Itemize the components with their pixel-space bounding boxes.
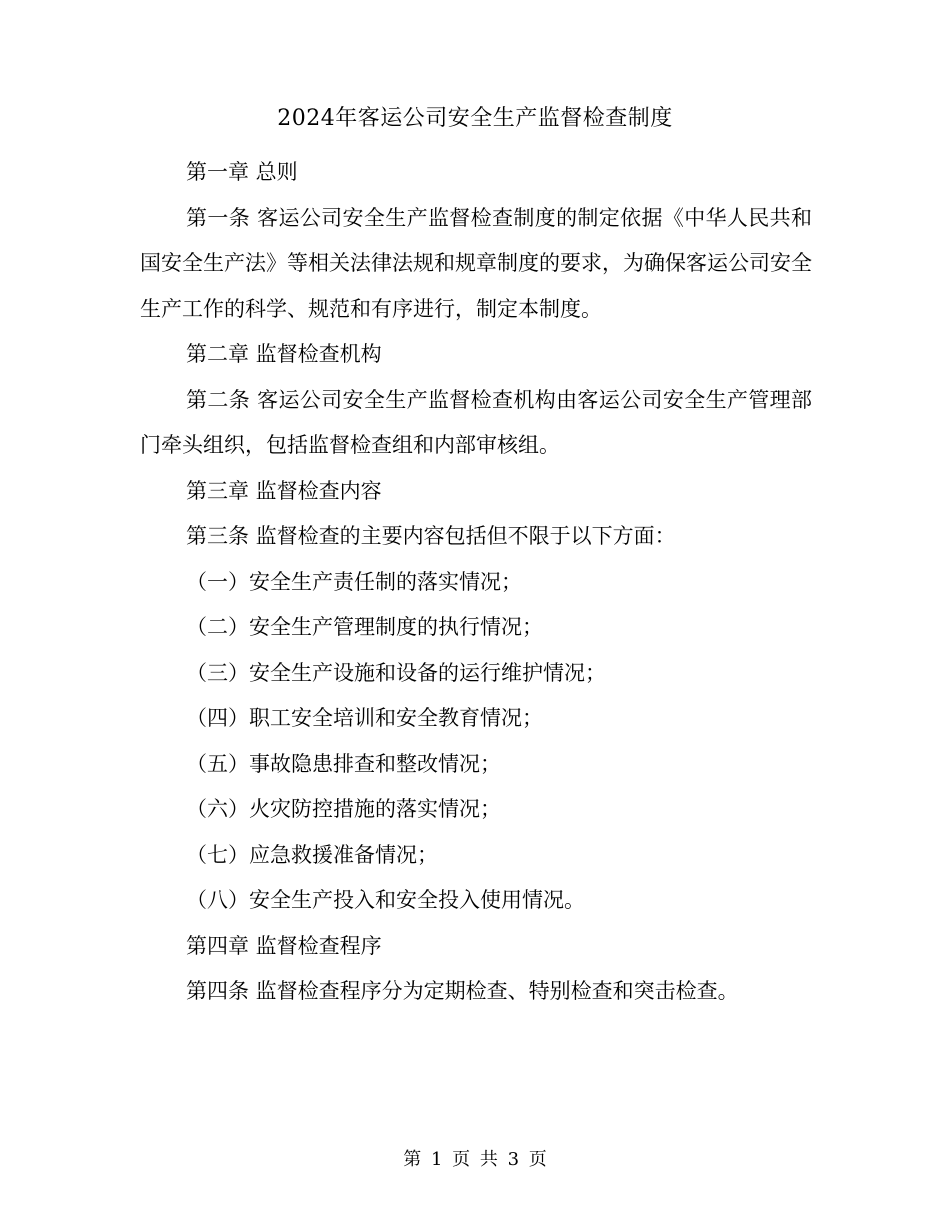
chapter-heading-4: 第四章 监督检查程序 [186,933,382,958]
list-item: （一）安全生产责任制的落实情况； [186,569,522,594]
list-item: （七）应急救援准备情况； [186,842,438,867]
list-item: （八）安全生产投入和安全投入使用情况。 [186,888,585,912]
document-title: 2024年客运公司安全生产监督检查制度 [277,106,673,131]
chapter-heading-2: 第二章 监督检查机构 [186,342,382,366]
article-3: 第三条 监督检查的主要内容包括但不限于以下方面： [186,524,676,548]
list-item: （三）安全生产设施和设备的运行维护情况； [186,660,606,685]
article-4: 第四条 监督检查程序分为定期检查、特别检查和突击检查。 [186,979,739,1003]
list-item: （五）事故隐患排查和整改情况； [186,751,501,776]
chapter-heading-1: 第一章 总则 [186,160,298,184]
article-1: 第一条 客运公司安全生产监督检查制度的制定依据《中华人民共和国安全生产法》等相关法律法规和规章制度的要求，为确保客运公司安全生产工作的科学、规范和有序进行，制定本制度。 [140,205,812,321]
chapter-heading-3: 第三章 监督检查内容 [186,478,382,503]
document-body [140,150,812,1015]
list-item: （四）职工安全培训和安全教育情况； [186,706,543,730]
list-item: （六）火灾防控措施的落实情况； [186,797,501,821]
list-item: （二）安全生产管理制度的执行情况； [186,615,543,639]
page-number: 第 1 页 共 3 页 [403,1149,547,1170]
article-2: 第二条 客运公司安全生产监督检查机构由客运公司安全生产管理部门牵头组织，包括监督检查组和内部审核组。 [140,387,812,457]
